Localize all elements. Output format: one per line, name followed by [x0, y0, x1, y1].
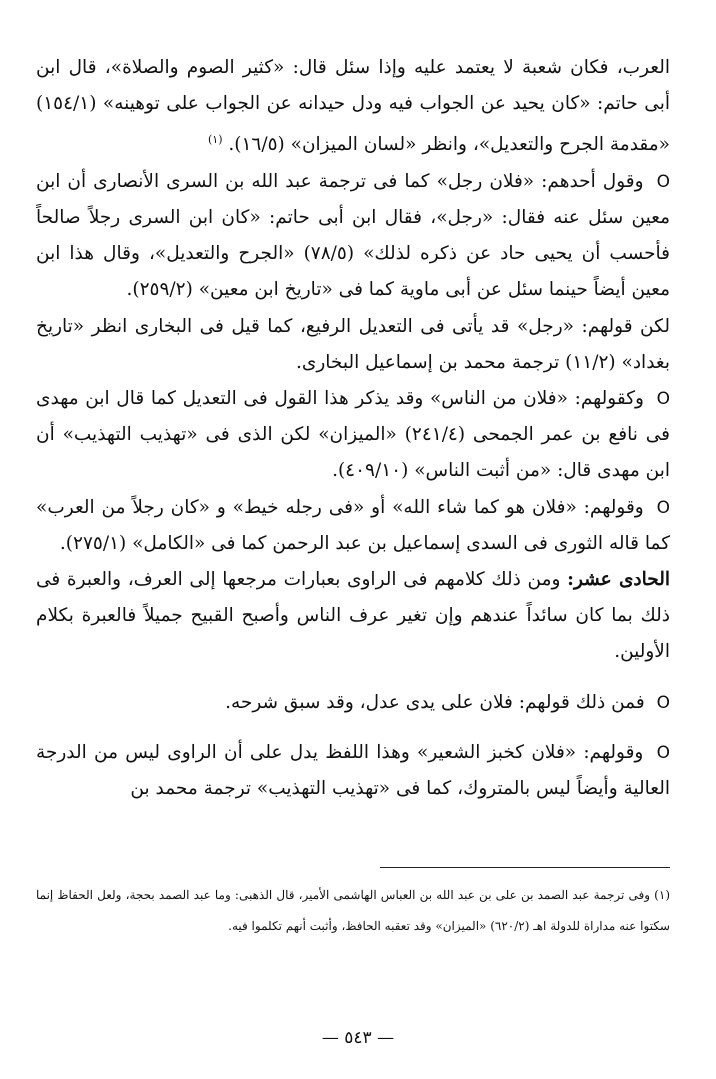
paragraph-3-text: لكن قولهم: «رجل» قد يأتى فى التعديل الرفيع، كما قيل فى البخارى انظر «تاريخ بغداد» (١١/٢) ترجمة محمد بن إسماعيل البخارى.	[36, 315, 670, 373]
paragraph-1-text: العرب، فكان شعبة لا يعتمد عليه وإذا سئل قال: «كثير الصوم والصلاة»، قال ابن أبى حاتم: «كان يحيد عن الجواب فيه ودل حيدانه عن الجواب على توهينه» (١٥٤/١) «مقدمة الجرح والتعديل»، وانظر «لسان الميزان» (١٦/٥).	[36, 57, 670, 156]
paragraph-7-text: فمن ذلك قولهم: فلان على يدى عدل، وقد سبق شرحه.	[225, 691, 645, 713]
circle-bullet-icon: O	[656, 171, 670, 192]
circle-bullet-icon: O	[656, 497, 670, 518]
paragraph-5	[36, 490, 670, 562]
paragraph-8	[36, 735, 670, 807]
main-text	[36, 50, 670, 807]
paragraph-6	[36, 562, 670, 671]
circle-bullet-icon: O	[656, 388, 670, 409]
paragraph-2	[36, 164, 670, 309]
paragraph-4-text: وكقولهم: «فلان من الناس» وقد يذكر هذا القول فى التعديل كما قال ابن مهدى فى نافع بن عمر الجمحى (٢٤١/٤) «الميزان» لكن الذى فى «تهذيب التهذيب» أن ابن مهدى قال: «من أثبت الناس» (٤٠٩/١٠).	[36, 387, 670, 482]
paragraph-8-text: وقولهم: «فلان كخبز الشعير» وهذا اللفظ يدل على أن الراوى ليس من الدرجة العالية وأيضاً ليس بالمتروك، كما فى «تهذيب التهذيب» ترجمة محمد بن	[36, 741, 670, 800]
footnote-divider	[380, 867, 670, 868]
paragraph-5-text: وقولهم: «فلان هو كما شاء الله» أو «فى رجله خيط» و «كان رجلاً من العرب» كما قاله الثورى فى السدى إسماعيل بن عبد الرحمن كما فى «الكامل» (٢٧٥/١).	[36, 496, 670, 554]
paragraph-6-text: ومن ذلك كلامهم فى الراوى بعبارات مرجعها إلى العرف، والعبرة فى ذلك بما كان سائداً عندهم وإن تغير عرف الناس وأصبح القبيح جميلاً فالعبرة بكلام الأولين.	[36, 569, 670, 663]
paragraph-2-text: وقول أحدهم: «فلان رجل» كما فى ترجمة عبد الله بن السرى الأنصارى أن ابن معين سئل عنه فقال: «رجل»، فقال ابن أبى حاتم: «كان ابن السرى رجلاً صالحاً فأحسب أن يحيى حاد عن ذكره لذلك» (٧٨/٥) «الجرح والتعديل»، وقال هذا ابن معين أيضاً حينما سئل عن أبى ماوية كما فى «تاريخ ابن معين» (٢٥٩/٢).	[36, 170, 670, 301]
circle-bullet-icon: O	[656, 742, 670, 763]
page-number: — ٥٤٣ —	[321, 1028, 395, 1048]
footnote: (١) وفى ترجمة عبد الصمد بن على بن عبد الله بن العباس الهاشمى الأمير، قال الذهبى: وما عبد الصمد بحجة، ولعل الحفاظ إنما سكتوا عنه مداراة للدولة اهـ (٦٢٠/٢) «الميزان» وقد تعقبه الحافظ، وأثبت أنهم تكلموا فيه.	[36, 888, 670, 933]
circle-bullet-icon: O	[656, 692, 670, 713]
section-heading: الحادى عشر:	[567, 569, 671, 590]
paragraph-1	[36, 50, 670, 164]
paragraph-4	[36, 381, 670, 490]
paragraph-7	[36, 685, 670, 721]
paragraph-3	[36, 309, 670, 381]
footnote-reference: (١)	[207, 133, 223, 147]
